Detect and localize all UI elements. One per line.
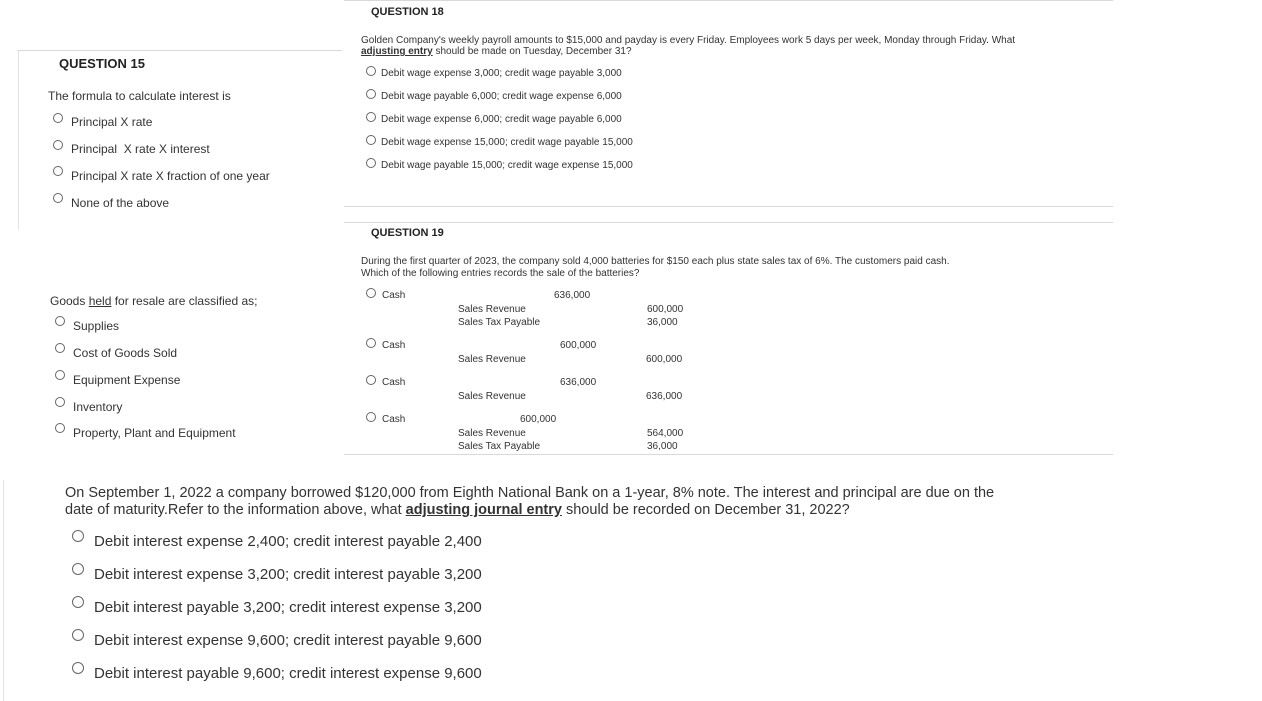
q18-option-5-radio[interactable] [366,158,376,168]
q19-option-2-credit-1-account: Sales Revenue [458,354,526,365]
q16-prompt-held: held [88,294,112,308]
q19-option-4-radio[interactable] [366,412,376,422]
q16-prompt [50,294,257,308]
q19-option-4-debit-account[interactable]: Cash [382,414,406,425]
q15-option-1-label[interactable]: Principal X rate [71,115,153,129]
q16-prompt-pre: Goods [50,294,89,308]
q19-option-2-credit-1-amount: 600,000 [646,354,683,365]
q18-option-2-radio[interactable] [366,89,376,99]
q19-bottom-rule [344,454,1113,455]
q15-option-4-radio[interactable] [53,193,63,203]
q18-option-2-label[interactable]: Debit wage payable 6,000; credit wage expense 6,000 [381,91,622,102]
q18-option-1-radio[interactable] [366,66,376,76]
q15-top-rule [17,50,342,51]
q16-option-1-label[interactable]: Supplies [73,319,120,333]
q18-prompt-line2 [361,46,632,57]
q18-prompt-line2-post: should be made on Tuesday, December 31? [432,46,632,57]
q15-option-2-radio[interactable] [53,140,63,150]
q19-option-3-radio[interactable] [366,375,376,385]
q15-left-line [18,50,19,230]
q19-option-3-debit-amount: 636,000 [560,377,597,388]
q19-option-2-debit-amount: 600,000 [560,340,597,351]
q19-prompt-line2: Which of the following entries records the sale of the batteries? [361,268,640,279]
q20-option-5-radio[interactable] [72,662,84,674]
q20-option-5-label[interactable]: Debit interest payable 9,600; credit interest expense 9,600 [94,665,482,682]
q15-option-3-radio[interactable] [53,166,63,176]
left-edge-line [3,480,4,701]
q19-option-2-debit-account[interactable]: Cash [382,340,406,351]
q18-bottom-rule [344,206,1113,207]
q15-option-2-label[interactable]: Principal X rate X interest [71,142,210,156]
q18-title: QUESTION 18 [371,6,444,18]
q16-option-3-label[interactable]: Equipment Expense [73,373,181,387]
q19-option-4-credit-1-amount: 564,000 [647,428,684,439]
q18-option-1-label[interactable]: Debit wage expense 3,000; credit wage payable 3,000 [381,68,622,79]
q20-prompt-line1: On September 1, 2022 a company borrowed $120,000 from Eighth National Bank on a 1-year, 8% note. The interest and principal are due on the [65,485,995,501]
q18-option-4-label[interactable]: Debit wage expense 15,000; credit wage payable 15,000 [381,137,633,148]
q19-option-3-credit-1-amount: 636,000 [646,391,683,402]
q19-prompt-line1: During the first quarter of 2023, the company sold 4,000 batteries for $150 each plus state sales tax of 6%. The customers paid cash. [361,256,950,267]
q19-option-4-credit-1-account: Sales Revenue [458,428,526,439]
q16-prompt-post: for resale are classified as; [111,294,258,308]
q20-option-1-label[interactable]: Debit interest expense 2,400; credit interest payable 2,400 [94,533,482,550]
q15-option-1-radio[interactable] [53,113,63,123]
q20-adjusting-journal-entry: adjusting journal entry [405,502,562,518]
q18-option-4-radio[interactable] [366,135,376,145]
q19-option-1-radio[interactable] [366,288,376,298]
q18-prompt-line1: Golden Company's weekly payroll amounts to $15,000 and payday is every Friday. Employees work 5 days per week, Monday through Friday. What [361,35,1016,46]
q20-option-3-label[interactable]: Debit interest payable 3,200; credit interest expense 3,200 [94,599,482,616]
q16-option-4-radio[interactable] [55,397,65,407]
q18-option-3-label[interactable]: Debit wage expense 6,000; credit wage payable 6,000 [381,114,622,125]
q19-option-3-credit-1-account: Sales Revenue [458,391,526,402]
q16-option-1-radio[interactable] [55,316,65,326]
q15-option-3-label[interactable]: Principal X rate X fraction of one year [71,169,270,183]
q19-option-3-debit-account[interactable]: Cash [382,377,406,388]
q19-top-rule [344,222,1113,223]
q15-prompt: The formula to calculate interest is [48,89,231,103]
q20-option-3-radio[interactable] [72,596,84,608]
q20-option-4-radio[interactable] [72,629,84,641]
q20-option-4-label[interactable]: Debit interest expense 9,600; credit interest payable 9,600 [94,632,482,649]
q19-option-2-radio[interactable] [366,338,376,348]
q15-title: QUESTION 15 [59,56,145,71]
q16-option-4-label[interactable]: Inventory [73,400,123,414]
q19-option-4-debit-amount: 600,000 [520,414,557,425]
q16-option-2-label[interactable]: Cost of Goods Sold [73,346,178,360]
q19-option-1-debit-amount: 636,000 [554,290,591,301]
q19-option-1-credit-2-amount: 36,000 [647,317,678,328]
q20-option-2-label[interactable]: Debit interest expense 3,200; credit interest payable 3,200 [94,566,482,583]
q20-prompt-line2 [65,502,850,518]
q16-option-5-radio[interactable] [55,423,65,433]
q16-option-2-radio[interactable] [55,343,65,353]
q16-option-5-label[interactable]: Property, Plant and Equipment [73,426,236,440]
q19-title: QUESTION 19 [371,227,444,239]
q18-option-3-radio[interactable] [366,112,376,122]
q20-prompt-line2-pre: date of maturity.Refer to the information above, what [65,502,406,518]
q19-option-4-credit-2-account: Sales Tax Payable [458,441,541,452]
q20-option-1-radio[interactable] [72,530,84,542]
q19-option-1-credit-1-account: Sales Revenue [458,304,526,315]
q20-prompt-line2-post: should be recorded on December 31, 2022? [561,502,850,518]
q20-option-2-radio[interactable] [72,563,84,575]
q19-option-4-credit-2-amount: 36,000 [647,441,678,452]
q18-adjusting-entry: adjusting entry [361,46,433,57]
q19-option-1-credit-2-account: Sales Tax Payable [458,317,541,328]
q18-top-rule [344,0,1113,1]
q18-option-5-label[interactable]: Debit wage payable 15,000; credit wage expense 15,000 [381,160,633,171]
q19-option-1-credit-1-amount: 600,000 [647,304,684,315]
q15-option-4-label[interactable]: None of the above [71,196,170,210]
q19-option-1-debit-account[interactable]: Cash [382,290,406,301]
q16-option-3-radio[interactable] [55,370,65,380]
